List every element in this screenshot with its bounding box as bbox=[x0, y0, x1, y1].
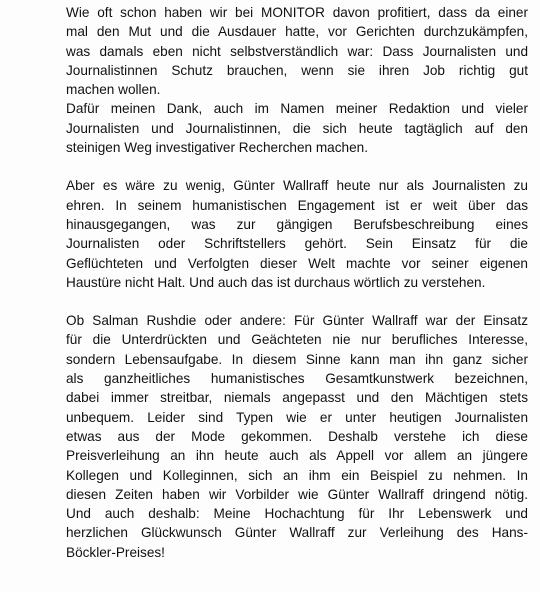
text-line: für die Unterdrückten und Geächteten nie nur berufliches Interesse, bbox=[66, 332, 528, 348]
text-line: Haustüre nicht Halt. Und auch das ist durchaus wörtlich zu verstehen. bbox=[66, 274, 486, 290]
text-line: Dafür meinen Dank, auch im Namen meiner Redaktion und vieler bbox=[66, 101, 528, 117]
text-line: etwas aus der Mode gekommen. Deshalb verstehe ich diese bbox=[66, 428, 528, 444]
paragraph-engagement bbox=[66, 176, 528, 292]
paragraph-rushdie bbox=[66, 311, 528, 562]
text-line: dabei immer streitbar, niemals angepasst und den Mächtigen stets bbox=[66, 390, 528, 406]
text-line: Journalistinnen Schutz brauchen, wenn sie ihren Job richtig gut bbox=[66, 62, 528, 78]
paragraph-gap bbox=[66, 157, 528, 176]
text-line: Und auch deshalb: Meine Hochachtung für Ihr Lebenswerk und bbox=[66, 506, 528, 522]
text-line: sondern Lebensaufgabe. In diesem Sinne kann man ihn ganz sicher bbox=[66, 351, 528, 367]
text-line: Böckler-Preises! bbox=[66, 544, 165, 560]
text-line: ehren. In seinem humanistischen Engagement ist er weit über das bbox=[66, 197, 528, 213]
text-line: herzlichen Glückwunsch Günter Wallraff zur Verleihung des Hans- bbox=[66, 525, 528, 541]
text-line: mal den Mut und die Ausdauer hatte, vor Gerichten durchzukämpfen, bbox=[66, 24, 528, 40]
text-line: hinausgegangen, was zur gängigen Berufsbeschreibung eines bbox=[66, 216, 528, 232]
document-body bbox=[66, 3, 528, 562]
text-line: Ob Salman Rushdie oder andere: Für Günter Wallraff war der Einsatz bbox=[66, 313, 528, 329]
text-line: als ganzheitliches humanistisches Gesamtkunstwerk bezeichnen, bbox=[66, 371, 528, 387]
text-line: unbequem. Leider sind Typen wie er unter heutigen Journalisten bbox=[66, 409, 528, 425]
paragraph-thanks bbox=[66, 99, 528, 157]
text-line: Preisverleihung an ihn heute auch als Appell vor allem an jüngere bbox=[66, 448, 528, 464]
paragraph-gap bbox=[66, 292, 528, 311]
text-line: Wie oft schon haben wir bei MONITOR davon profitiert, dass da einer bbox=[66, 5, 528, 20]
text-line: machen wollen. bbox=[66, 82, 161, 98]
paragraph-monitor bbox=[66, 3, 528, 99]
text-line: Journalisten oder Schriftstellers gehört. Sein Einsatz für die bbox=[66, 236, 528, 252]
text-line: Geflüchteten und Verfolgten dieser Welt machte vor seiner eigenen bbox=[66, 255, 528, 271]
text-line: Journalisten und Journalistinnen, die sich heute tagtäglich auf den bbox=[66, 120, 528, 136]
text-line: steinigen Weg investigativer Recherchen machen. bbox=[66, 140, 368, 156]
text-line: diesen Zeiten haben wir Vorbilder wie Günter Wallraff dringend nötig. bbox=[66, 486, 528, 502]
text-line: Aber es wäre zu wenig, Günter Wallraff heute nur als Journalisten zu bbox=[66, 178, 528, 194]
text-line: was damals eben nicht selbstverständlich war: Dass Journalisten und bbox=[66, 43, 528, 59]
text-line: Kollegen und Kolleginnen, sich an ihm ein Beispiel zu nehmen. In bbox=[66, 467, 528, 483]
